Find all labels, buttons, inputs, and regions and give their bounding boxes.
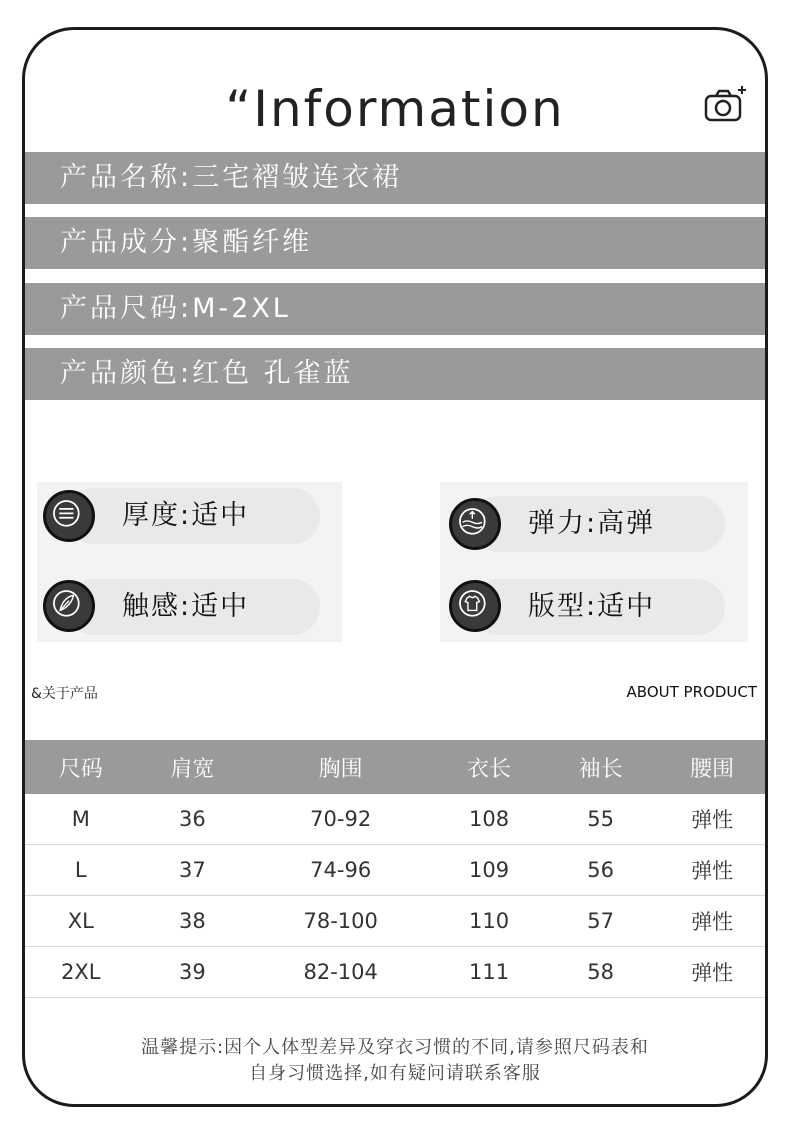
table-cell: 56 xyxy=(545,845,657,896)
attribute-touch: 触感:适中 xyxy=(122,591,250,622)
col-header-waist: 腰围 xyxy=(656,740,768,794)
page-title: “Information xyxy=(225,80,565,138)
table-cell: 弹性 xyxy=(656,794,768,845)
section-label-cn: &关于产品 xyxy=(31,686,98,702)
table-row xyxy=(25,896,768,947)
table-cell: 弹性 xyxy=(656,896,768,947)
table-cell: 58 xyxy=(545,947,657,998)
table-cell: 78-100 xyxy=(248,896,433,947)
col-header-length: 衣长 xyxy=(433,740,545,794)
tshirt-icon xyxy=(449,580,501,632)
feather-leaf-icon xyxy=(43,580,95,632)
attribute-elasticity: 弹力:高弹 xyxy=(528,508,656,539)
table-cell: 38 xyxy=(137,896,249,947)
table-cell: XL xyxy=(25,896,137,947)
table-cell: 36 xyxy=(137,794,249,845)
size-table xyxy=(25,740,768,998)
stretch-fabric-icon xyxy=(449,498,501,550)
size-table-header xyxy=(25,740,768,794)
table-row xyxy=(25,845,768,896)
table-cell: 37 xyxy=(137,845,249,896)
table-cell: 74-96 xyxy=(248,845,433,896)
table-cell: M xyxy=(25,794,137,845)
size-note xyxy=(25,1035,765,1087)
table-cell: 110 xyxy=(433,896,545,947)
attribute-thickness: 厚度:适中 xyxy=(122,500,250,531)
table-row xyxy=(25,947,768,998)
table-row xyxy=(25,794,768,845)
size-note-line-1: 温馨提示:因个人体型差异及穿衣习惯的不同,请参照尺码表和 xyxy=(141,1037,649,1058)
camera-icon[interactable] xyxy=(703,84,747,124)
table-cell: 2XL xyxy=(25,947,137,998)
size-note-line-2: 自身习惯选择,如有疑问请联系客服 xyxy=(249,1063,541,1084)
col-header-sleeve: 袖长 xyxy=(545,740,657,794)
info-band-name: 产品名称:三宅褶皱连衣裙 xyxy=(25,152,765,204)
list-lines-icon xyxy=(43,490,95,542)
card-frame xyxy=(22,27,768,1107)
attribute-fit: 版型:适中 xyxy=(528,591,656,622)
col-header-bust: 胸围 xyxy=(248,740,433,794)
table-cell: 55 xyxy=(545,794,657,845)
table-cell: 弹性 xyxy=(656,845,768,896)
table-cell: 111 xyxy=(433,947,545,998)
table-cell: 82-104 xyxy=(248,947,433,998)
table-cell: L xyxy=(25,845,137,896)
info-band-size: 产品尺码:M-2XL xyxy=(25,283,765,335)
col-header-shoulder: 肩宽 xyxy=(137,740,249,794)
table-cell: 70-92 xyxy=(248,794,433,845)
table-cell: 39 xyxy=(137,947,249,998)
table-cell: 109 xyxy=(433,845,545,896)
info-band-color: 产品颜色:红色 孔雀蓝 xyxy=(25,348,765,400)
table-cell: 弹性 xyxy=(656,947,768,998)
info-band-material: 产品成分:聚酯纤维 xyxy=(25,217,765,269)
table-cell: 57 xyxy=(545,896,657,947)
section-label-en: ABOUT PRODUCT xyxy=(626,683,757,701)
col-header-size: 尺码 xyxy=(25,740,137,794)
table-cell: 108 xyxy=(433,794,545,845)
